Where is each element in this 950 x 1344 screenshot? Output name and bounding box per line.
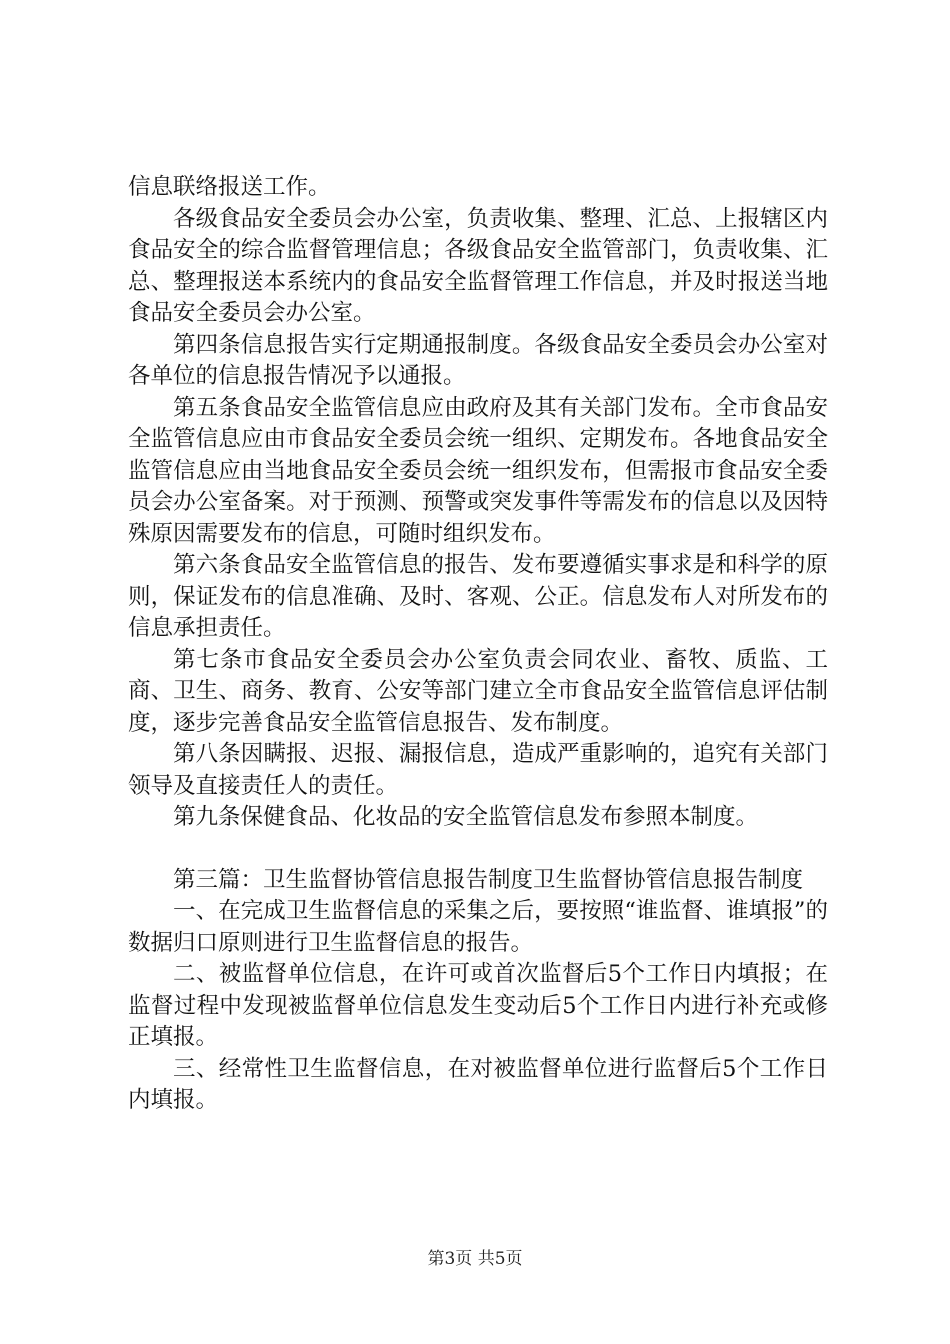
paragraph-article-9: 第九条保健食品、化妆品的安全监管信息发布参照本制度。 [173,804,759,830]
document-body [128,172,828,1117]
paragraph-item-3: 三、经常性卫生监督信息，在对被监督单位进行监督后5个工作日内填报。 [128,1055,828,1113]
paragraph-article-5: 第五条食品安全监管信息应由政府及其有关部门发布。全市食品安全监管信息应由市食品安全委员会统一组织、定期发布。各地食品安全监管信息应由当地食品安全委员会统一组织发布，但需报市食品安全委员会办公室备案。对于预测、预警或突发事件等需发布的信息以及因特殊原因需要发布的信息，可随时组织发布。 [128,394,828,547]
paragraph-item-1: 一、在完成卫生监督信息的采集之后，要按照“谁监督、谁填报”的数据归口原则进行卫生监督信息的报告。 [128,898,828,956]
paragraph-article-8: 第八条因瞒报、迟报、漏报信息，造成严重影响的，追究有关部门领导及直接责任人的责任。 [128,741,828,799]
paragraph-office-duties: 各级食品安全委员会办公室，负责收集、整理、汇总、上报辖区内食品安全的综合监督管理信息；各级食品安全监管部门，负责收集、汇总、整理报送本系统内的食品安全监督管理工作信息，并及时报送当地食品安全委员会办公室。 [128,205,828,326]
section-heading-part-3: 第三篇：卫生监督协管信息报告制度卫生监督协管信息报告制度 [173,866,804,893]
paragraph-article-6: 第六条食品安全监管信息的报告、发布要遵循实事求是和科学的原则，保证发布的信息准确、及时、客观、公正。信息发布人对所发布的信息承担责任。 [128,552,828,641]
page-number-footer: 第3页 共5页 [427,1249,523,1269]
paragraph-article-7: 第七条市食品安全委员会办公室负责会同农业、畜牧、质监、工商、卫生、商务、教育、公安等部门建立全市食品安全监管信息评估制度，逐步完善食品安全监管信息报告、发布制度。 [128,646,828,736]
paragraph-article-4: 第四条信息报告实行定期通报制度。各级食品安全委员会办公室对各单位的信息报告情况予以通报。 [128,331,828,389]
paragraph-item-2: 二、被监督单位信息，在许可或首次监督后5个工作日内填报；在监督过程中发现被监督单位信息发生变动后5个工作日内进行补充或修正填报。 [128,961,828,1050]
paragraph-continuation: 信息联络报送工作。 [128,174,331,200]
